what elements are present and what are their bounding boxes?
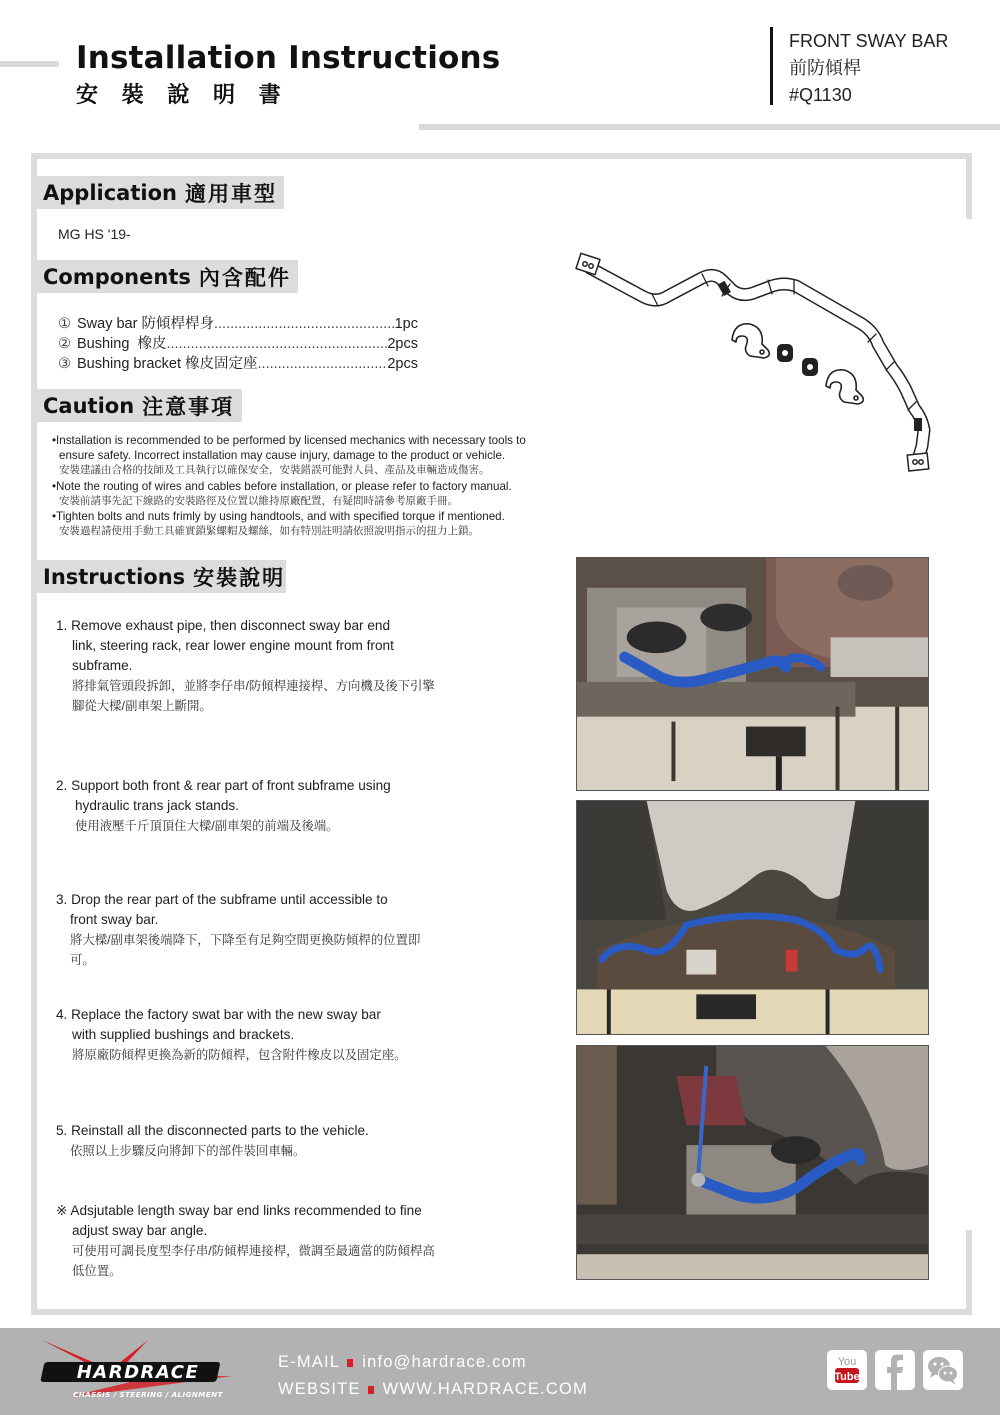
wechat-icon [923,1350,963,1390]
item-qty: 2pcs [387,336,418,352]
caution-item [52,509,562,539]
svg-text:HARDRACE: HARDRACE [76,1362,200,1383]
footer [0,1328,1000,1415]
caution-text-zh: 安裝過程請使用手動工具確實鎖緊螺帽及螺絲，如有特別註明請依照說明指示的扭力上鎖。 [59,525,479,538]
step-text-en-cont: front sway bar. [70,912,159,927]
step-text-en: 5. Reinstall all the disconnected parts to the vehicle. [56,1123,369,1138]
heading-zh: 適用車型 [184,180,277,206]
section-heading-application [37,176,284,209]
caution-text-en: •Note the routing of wires and cables before installation, or please refer to factory manual. [52,479,512,493]
application-vehicle: MG HS '19- [58,226,131,242]
facebook-icon [875,1350,915,1390]
components-list [58,312,418,372]
leader-dots [166,336,387,352]
heading-en: Instructions [43,564,186,589]
youtube-icon [827,1350,867,1390]
caution-list [52,433,562,539]
instruction-note [56,1201,436,1281]
heading-en: Application [43,180,177,205]
product-name-en: FRONT SWAY BAR [789,31,949,51]
sway-bar-diagram [572,238,972,478]
caution-text-en: •Tighten bolts and nuts frimly by using handtools, and with specified torque if mentioned. [52,510,505,524]
item-number: ① [58,316,71,332]
panel-border-top [31,153,972,159]
caution-text-zh: 安裝建議由合格的技師及工具執行以確保安全，安裝錯誤可能對人員、產品及車輛造成傷害。 [59,464,490,477]
website-row [278,1376,588,1403]
product-name-zh: 前防傾桿 [789,58,861,78]
website-link[interactable]: WWW.HARDRACE.COM [382,1380,588,1398]
bullet-square-icon [347,1359,353,1367]
step-text-en: 2. Support both front & rear part of front subframe using [56,778,391,793]
caution-item [52,433,562,479]
item-number: ② [58,336,71,352]
item-label: Sway bar 防傾桿桿身 [77,316,214,332]
caution-text-zh: 安裝前請事先記下線路的安裝路徑及位置以維持原廠配置，有疑問時請參考原廠手冊。 [59,494,458,507]
instruction-step-1 [56,616,436,716]
photo-step-5 [576,1045,929,1280]
step-text-en-cont: with supplied bushings and brackets. [72,1027,295,1042]
caution-text-en: •Installation is recommended to be performed by licensed mechanics with necessary tools to ensure safety. Incorrect installation may cause injury, damage to the product or vehicle. [52,434,526,463]
step-text-en: 4. Replace the factory swat bar with the new sway bar [56,1007,381,1022]
instruction-step-3 [56,890,436,970]
component-item [58,352,418,372]
section-heading-components [37,260,298,293]
panel-border-right-lower [966,1230,972,1315]
instruction-step-2 [56,776,436,836]
heading-zh: 內含配件 [198,264,291,290]
page-title: Installation Instructions [76,40,501,76]
svg-text:CHASSIS / STEERING / ALIGNMENT: CHASSIS / STEERING / ALIGNMENT [73,1390,223,1399]
note-text-en: ※ Adsjutable length sway bar end links recommended to fine [56,1203,422,1218]
leader-dots [258,356,388,372]
heading-en: Caution [43,393,135,418]
hardrace-logo[interactable] [36,1336,236,1402]
header-divider [770,27,773,105]
heading-zh: 注意事項 [142,393,235,419]
item-label: Bushing bracket 橡皮固定座 [77,356,258,372]
website-label: WEBSITE [278,1380,361,1398]
step-text-zh: 使用液壓千斤頂頂住大樑/副車架的前端及後端。 [75,819,339,833]
instruction-step-4 [56,1005,436,1065]
section-heading-instructions [37,560,286,593]
step-text-en: 1. Remove exhaust pipe, then disconnect sway bar end [56,618,391,633]
svg-text:Tube: Tube [834,1371,860,1383]
instruction-step-5 [56,1121,436,1161]
note-text-en-cont: adjust sway bar angle. [72,1223,208,1238]
leader-dots [214,316,395,332]
photo-step-3 [576,800,929,1035]
caution-item [52,479,562,509]
step-text-zh: 將原廠防傾桿更換為新的防傾桿，包含附件橡皮以及固定座。 [72,1048,407,1062]
panel-border-right [966,153,972,219]
heading-en: Components [43,264,191,289]
facebook-button[interactable] [875,1350,915,1390]
step-text-zh: 依照以上步驟反向將卸下的部件裝回車輛。 [70,1144,306,1158]
item-number: ③ [58,356,71,372]
step-text-en: 3. Drop the rear part of the subframe until accessible to [56,892,388,907]
panel-border-bottom [31,1309,972,1315]
part-number: #Q1130 [789,85,852,105]
contact-info [278,1349,588,1403]
step-text-en-cont: link, steering rack, rear lower engine mount from front subframe. [72,638,394,673]
page-subtitle-zh: 安 裝 說 明 書 [76,82,289,108]
item-qty: 1pc [394,316,418,332]
item-qty: 2pcs [387,356,418,372]
panel-border-left [31,153,37,1315]
photo-step-1 [576,557,929,791]
email-row [278,1349,588,1376]
bullet-square-icon [368,1386,374,1394]
wechat-button[interactable] [923,1350,963,1390]
step-text-zh: 將大樑/副車架後端降下，下降至有足夠空間更換防傾桿的位置即可。 [70,933,421,967]
component-item [58,332,418,352]
heading-zh: 安裝說明 [193,564,286,590]
section-heading-caution [37,389,242,422]
component-item [58,312,418,332]
product-info [789,28,948,109]
email-link[interactable]: info@hardrace.com [362,1353,527,1371]
youtube-button[interactable] [827,1350,867,1390]
item-label: Bushing 橡皮 [77,336,167,352]
step-text-en-cont: hydraulic trans jack stands. [75,798,239,813]
email-label: E-MAIL [278,1353,341,1371]
note-text-zh: 可使用可調長度型李仔串/防傾桿連接桿，微調至最適當的防傾桿高低位置。 [72,1244,435,1278]
svg-text:You: You [837,1356,857,1368]
header-rule-right [419,124,1000,130]
header-rule-left [0,61,59,67]
step-text-zh: 將排氣管頭段拆卸，並將李仔串/防傾桿連接桿、方向機及後下引擎腳從大樑/副車架上斷開。 [72,679,435,713]
